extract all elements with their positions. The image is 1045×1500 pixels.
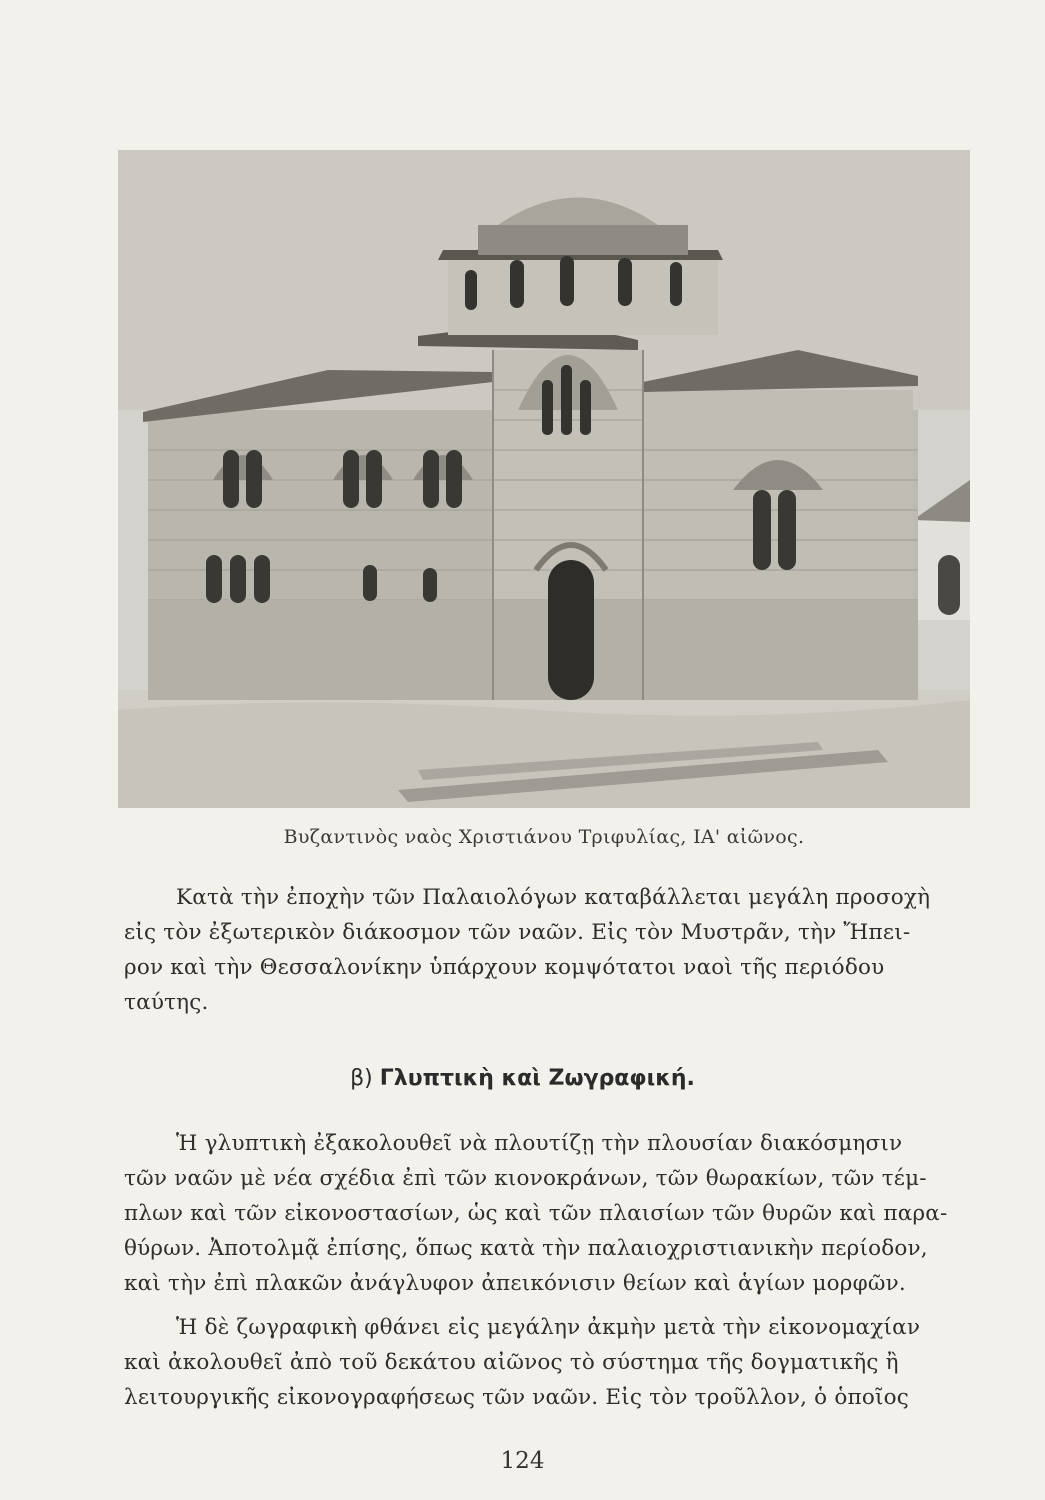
church-photograph [118, 150, 970, 808]
paragraph-line: τῶν ναῶν μὲ νέα σχέδια ἐπὶ τῶν κιονοκράνων, τῶν θωρακίων, τῶν τέμ- [124, 1166, 927, 1191]
paragraph-line: ρον καὶ τὴν Θεσσαλονίκην ὑπάρχουν κομψότατοι ναοὶ τῆς περιόδου [124, 955, 885, 980]
church-illustration [118, 150, 970, 808]
page-number: 124 [500, 1448, 545, 1474]
paragraph-painting [124, 1310, 976, 1415]
section-title: Γλυπτικὴ καὶ Ζωγραφική. [379, 1066, 695, 1091]
paragraph-line: καὶ τὴν ἐπὶ πλακῶν ἀνάγλυφον ἀπεικόνισιν θείων καὶ ἁγίων μορφῶν. [124, 1271, 906, 1296]
paragraph-sculpture [124, 1126, 976, 1301]
paragraph-line: Ἡ δὲ ζωγραφικὴ φθάνει εἰς μεγάλην ἀκμὴν μετὰ τὴν εἰκονομαχίαν [176, 1315, 921, 1340]
paragraph-line: Κατὰ τὴν ἐποχὴν τῶν Παλαιολόγων καταβάλλεται μεγάλη προσοχὴ [176, 885, 931, 910]
paragraph-line: λειτουργικῆς εἰκονογραφήσεως τῶν ναῶν. Εἰς τὸν τροῦλλον, ὁ ὁποῖος [124, 1385, 909, 1410]
paragraph-line: καὶ ἀκολουθεῖ ἀπὸ τοῦ δεκάτου αἰῶνος τὸ σύστημα τῆς δογματικῆς ἢ [124, 1350, 899, 1375]
paragraph-line: πλων καὶ τῶν εἰκονοστασίων, ὡς καὶ τῶν πλαισίων τῶν θυρῶν καὶ παρα- [124, 1201, 948, 1226]
figure-caption: Βυζαντινὸς ναὸς Χριστιάνου Τριφυλίας, ΙΑ' αἰῶνος. [283, 826, 805, 848]
section-heading [0, 1066, 1045, 1091]
section-marker: β) [350, 1066, 373, 1091]
paragraph-line: εἰς τὸν ἐξωτερικὸν διάκοσμον τῶν ναῶν. Εἰς τὸν Μυστρᾶν, τὴν Ἤπει- [124, 920, 911, 945]
paragraph-line: ταύτης. [124, 990, 209, 1015]
paragraph-palaiologan [124, 880, 976, 1020]
paragraph-line: Ἡ γλυπτικὴ ἐξακολουθεῖ νὰ πλουτίζῃ τὴν πλουσίαν διακόσμησιν [176, 1131, 903, 1156]
paragraph-line: θύρων. Ἀποτολμᾷ ἐπίσης, ὅπως κατὰ τὴν παλαιοχριστιανικὴν περίοδον, [124, 1236, 928, 1261]
